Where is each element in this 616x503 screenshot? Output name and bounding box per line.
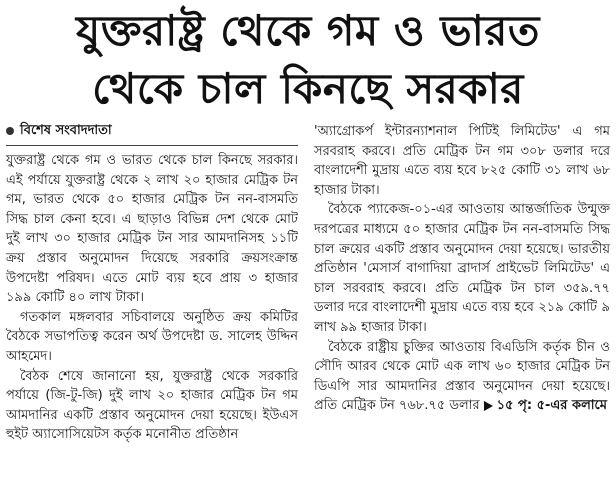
headline-line-1: যুক্তরাষ্ট্র থেকে গম ও ভারত <box>76 6 540 55</box>
headline-line-2: থেকে চাল কিনছে সরকার <box>92 64 524 113</box>
paragraph: 'অ্যাগ্রোকর্প ইন্টারন্যাশনাল পিটিই লিমিটেড' এ গম সরবরাহ করবে। প্রতি মেট্রিক টন গম ৩০৮ ডলার দরে বাংলাদেশী মুদ্রায় এতে ব্যয় হবে ৮২৫ কোটি ৩১ লাখ ৬৮ হাজার টাকা। <box>314 124 610 198</box>
byline <box>6 122 298 146</box>
continuation-arrow-icon <box>484 401 493 411</box>
article-column-left <box>6 122 298 445</box>
article-column-right <box>314 122 610 416</box>
paragraph: বৈঠক শেষে জানানো হয়, যুক্তরাষ্ট্র থেকে সরকারি পর্যায়ে (জি-টু-জি) দুই লাখ ২০ হাজার মেট্রিক টন গম আমদানির একটি প্রস্তাব অনুমোদন দেয়া হয়েছে। ইউএস হুইট অ্যাসোসিয়েটস কর্তৃক মনোনীত প্রতিষ্ঠান <box>6 368 298 443</box>
paragraph <box>314 338 610 416</box>
paragraph: যুক্তরাষ্ট্র থেকে গম ও ভারত থেকে চাল কিনছে সরকার। এই পর্যায়ে যুক্তরাষ্ট্র থেকে ২ লাখ ২০ হাজার মেট্রিক টন গম, ভারত থেকে ৫০ হাজার মেট্রিক টন নন-বাসমতি সিদ্ধ চাল কেনা হবে। এ ছাড়াও বিভিন্ন দেশ থেকে মোট দুই লাখ ৩০ হাজার মেট্রিক টন সার আমদানিসহ ১১টি ক্রয় প্রস্তাব অনুমোদন দিয়েছে সরকারি ক্রয়সংক্রান্ত উপদেষ্টা পরিষদ। এতে মোট ব্যয় হবে প্রায় ৩ হাজার ১৯৯ কোটি ৪০ লাখ টাকা। <box>6 153 298 306</box>
byline-text: বিশেষ সংবাদদাতা <box>20 123 112 138</box>
paragraph-text: বৈঠকে রাষ্ট্রীয় চুক্তির আওতায় বিএডিসি কর্তৃক চীন ও সৌদি আরব থেকে মোট এক লাখ ৬০ হাজার মেট্রিক টন ডিএপি সার আমদানির প্রস্তাব অনুমোদন দেয়া হয়েছে। প্রতি মেট্রিক টন ৭৬৮.৭৫ ডলার <box>314 339 610 414</box>
bullet-icon <box>6 127 14 135</box>
paragraph: বৈঠকে প্যাকেজ-০১-এর আওতায় আন্তর্জাতিক উন্মুক্ত দরপত্রের মাধ্যমে ৫০ হাজার মেট্রিক টন নন-বাসমতি সিদ্ধ চাল ক্রয়ের একটি প্রস্তাব অনুমোদন দেয়া হয়েছে। ভারতীয় প্রতিষ্ঠান 'মেসার্স বাগাদিয়া ব্রাদার্স প্রাইভেট লিমিটেড' এ চাল সরবরাহ করবে। প্রতি মেট্রিক টন চাল ৩৫৯.৭৭ ডলার দরে বাংলাদেশী মুদ্রায় এতে ব্যয় হবে ২১৯ কোটি ৯ লাখ ৯৯ হাজার টাকা। <box>314 202 610 335</box>
paragraph: গতকাল মঙ্গলবার সচিবালয়ে অনুষ্ঠিত ক্রয় কমিটির বৈঠকে সভাপতিত্ব করেন অর্থ উপদেষ্টা ড. সালেহ উদ্দিন আহমেদ। <box>6 309 298 364</box>
continuation-note: ১৫ পৃ: ৫-এর কলামে <box>496 398 607 414</box>
